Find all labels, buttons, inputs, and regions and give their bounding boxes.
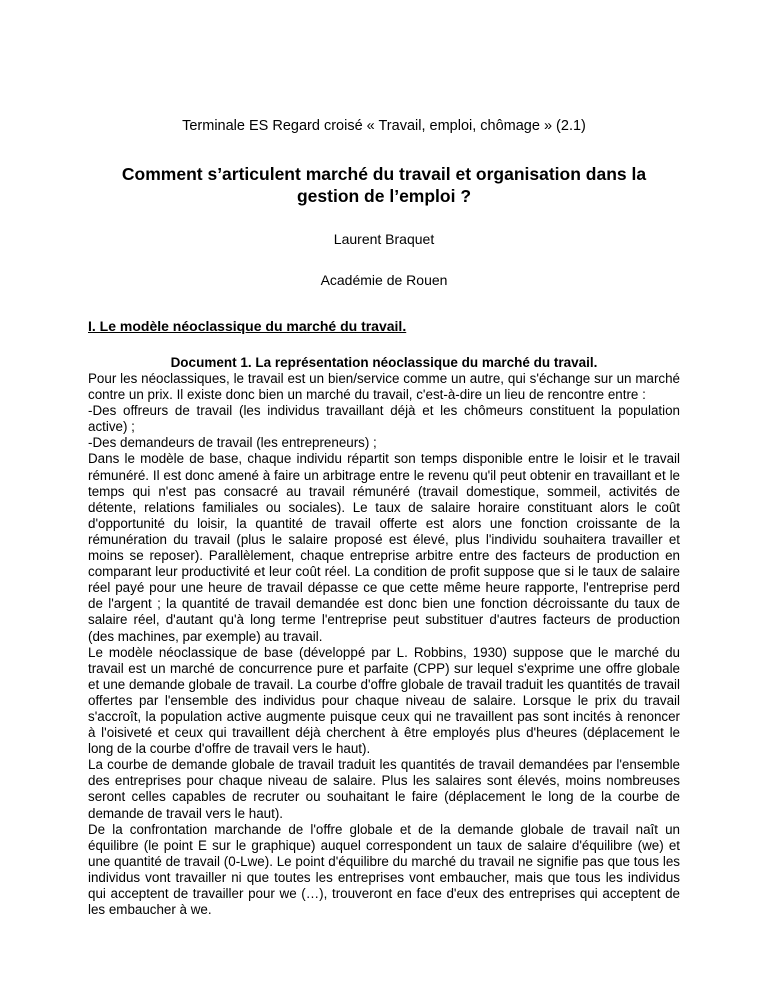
paragraph: Pour les néoclassiques, le travail est un bien/service comme un autre, qui s'échange sur un marché contre un prix. Il existe donc bien un marché du travail, c'est-à-dire un lieu de rencontre entre :: [88, 371, 680, 403]
section-heading: I. Le modèle néoclassique du marché du travail.: [88, 318, 407, 334]
paragraph: Le modèle néoclassique de base (développé par L. Robbins, 1930) suppose que le marché du travail est un marché de concurrence pure et parfaite (CPP) sur lequel s'exprime une offre globale et une demande globale de travail. La courbe d'offre globale de travail traduit les quantités de travail offertes par l'ensemble des individus pour chaque niveau de salaire. Lorsque le prix du travail s'accroît, la population active augmente puisque ceux qui ne travaillent pas sont incités à renoncer à l'oisiveté et ceux qui travaillent déjà cherchent à être employés plus d'heures (déplacement le long de la courbe d'offre de travail vers le haut).: [88, 644, 680, 757]
paragraph: La courbe de demande globale de travail traduit les quantités de travail demandées par l'ensemble des entreprises pour chaque niveau de salaire. Plus les salaires sont élevés, moins nombreuses seront celles capables de recruter ou souhaitant le faire (déplacement le long de la courbe de demande de travail vers le haut).: [88, 757, 680, 821]
paragraph: De la confrontation marchande de l'offre globale et de la demande globale de travail naît un équilibre (le point E sur le graphique) auquel correspondent un taux de salaire d'équilibre (we) et une quantité de travail (0-Lwe). Le point d'équilibre du marché du travail ne signifie pas que tous les individus vont travailler ni que toutes les entreprises vont embaucher, mais que tous les individus qui acceptent de travailler pour we (…), trouveront en face d'eux des entreprises qui acceptent de les embaucher à we.: [88, 821, 680, 918]
paragraph: Dans le modèle de base, chaque individu répartit son temps disponible entre le loisir et le travail rémunéré. Il est donc amené à faire un arbitrage entre le revenu qu'il peut obtenir en travaillant et le temps qui n'est pas consacré au travail rémunéré (travail domestique, sommeil, activités de détente, relations familiales ou sociales). Le taux de salaire horaire constituant alors le coût d'opportunité du loisir, la quantité de travail offerte est alors une fonction croissante de la rémunération du travail (plus le salaire proposé est élevé, plus l'individu souhaitera travailler et moins se reposer). Parallèlement, chaque entreprise arbitre entre des facteurs de production en comparant leur productivité et leur coût réel. La condition de profit suppose que si le taux de salaire réel payé pour une heure de travail dépasse ce que cette même heure rapporte, l'entreprise perd de l'argent ; la quantité de travail demandée est donc bien une fonction décroissante du taux de salaire réel, d'autant qu'à long terme l'entreprise peut substituer d'autres facteurs de production (des machines, par exemple) au travail.: [88, 451, 680, 644]
document-heading: Document 1. La représentation néoclassique du marché du travail.: [170, 355, 598, 370]
document-body: [88, 371, 680, 918]
institution-name: Académie de Rouen: [320, 272, 448, 288]
author-name: Laurent Braquet: [333, 231, 435, 247]
course-header: Terminale ES Regard croisé « Travail, emploi, chômage » (2.1): [182, 118, 586, 134]
page-title: Comment s’articulent marché du travail et organisation dans la gestion de l’emploi ?: [121, 164, 647, 206]
paragraph: -Des demandeurs de travail (les entrepreneurs) ;: [88, 435, 377, 451]
paragraph: -Des offreurs de travail (les individus travaillant déjà et les chômeurs constituent la population active) ;: [88, 403, 680, 435]
